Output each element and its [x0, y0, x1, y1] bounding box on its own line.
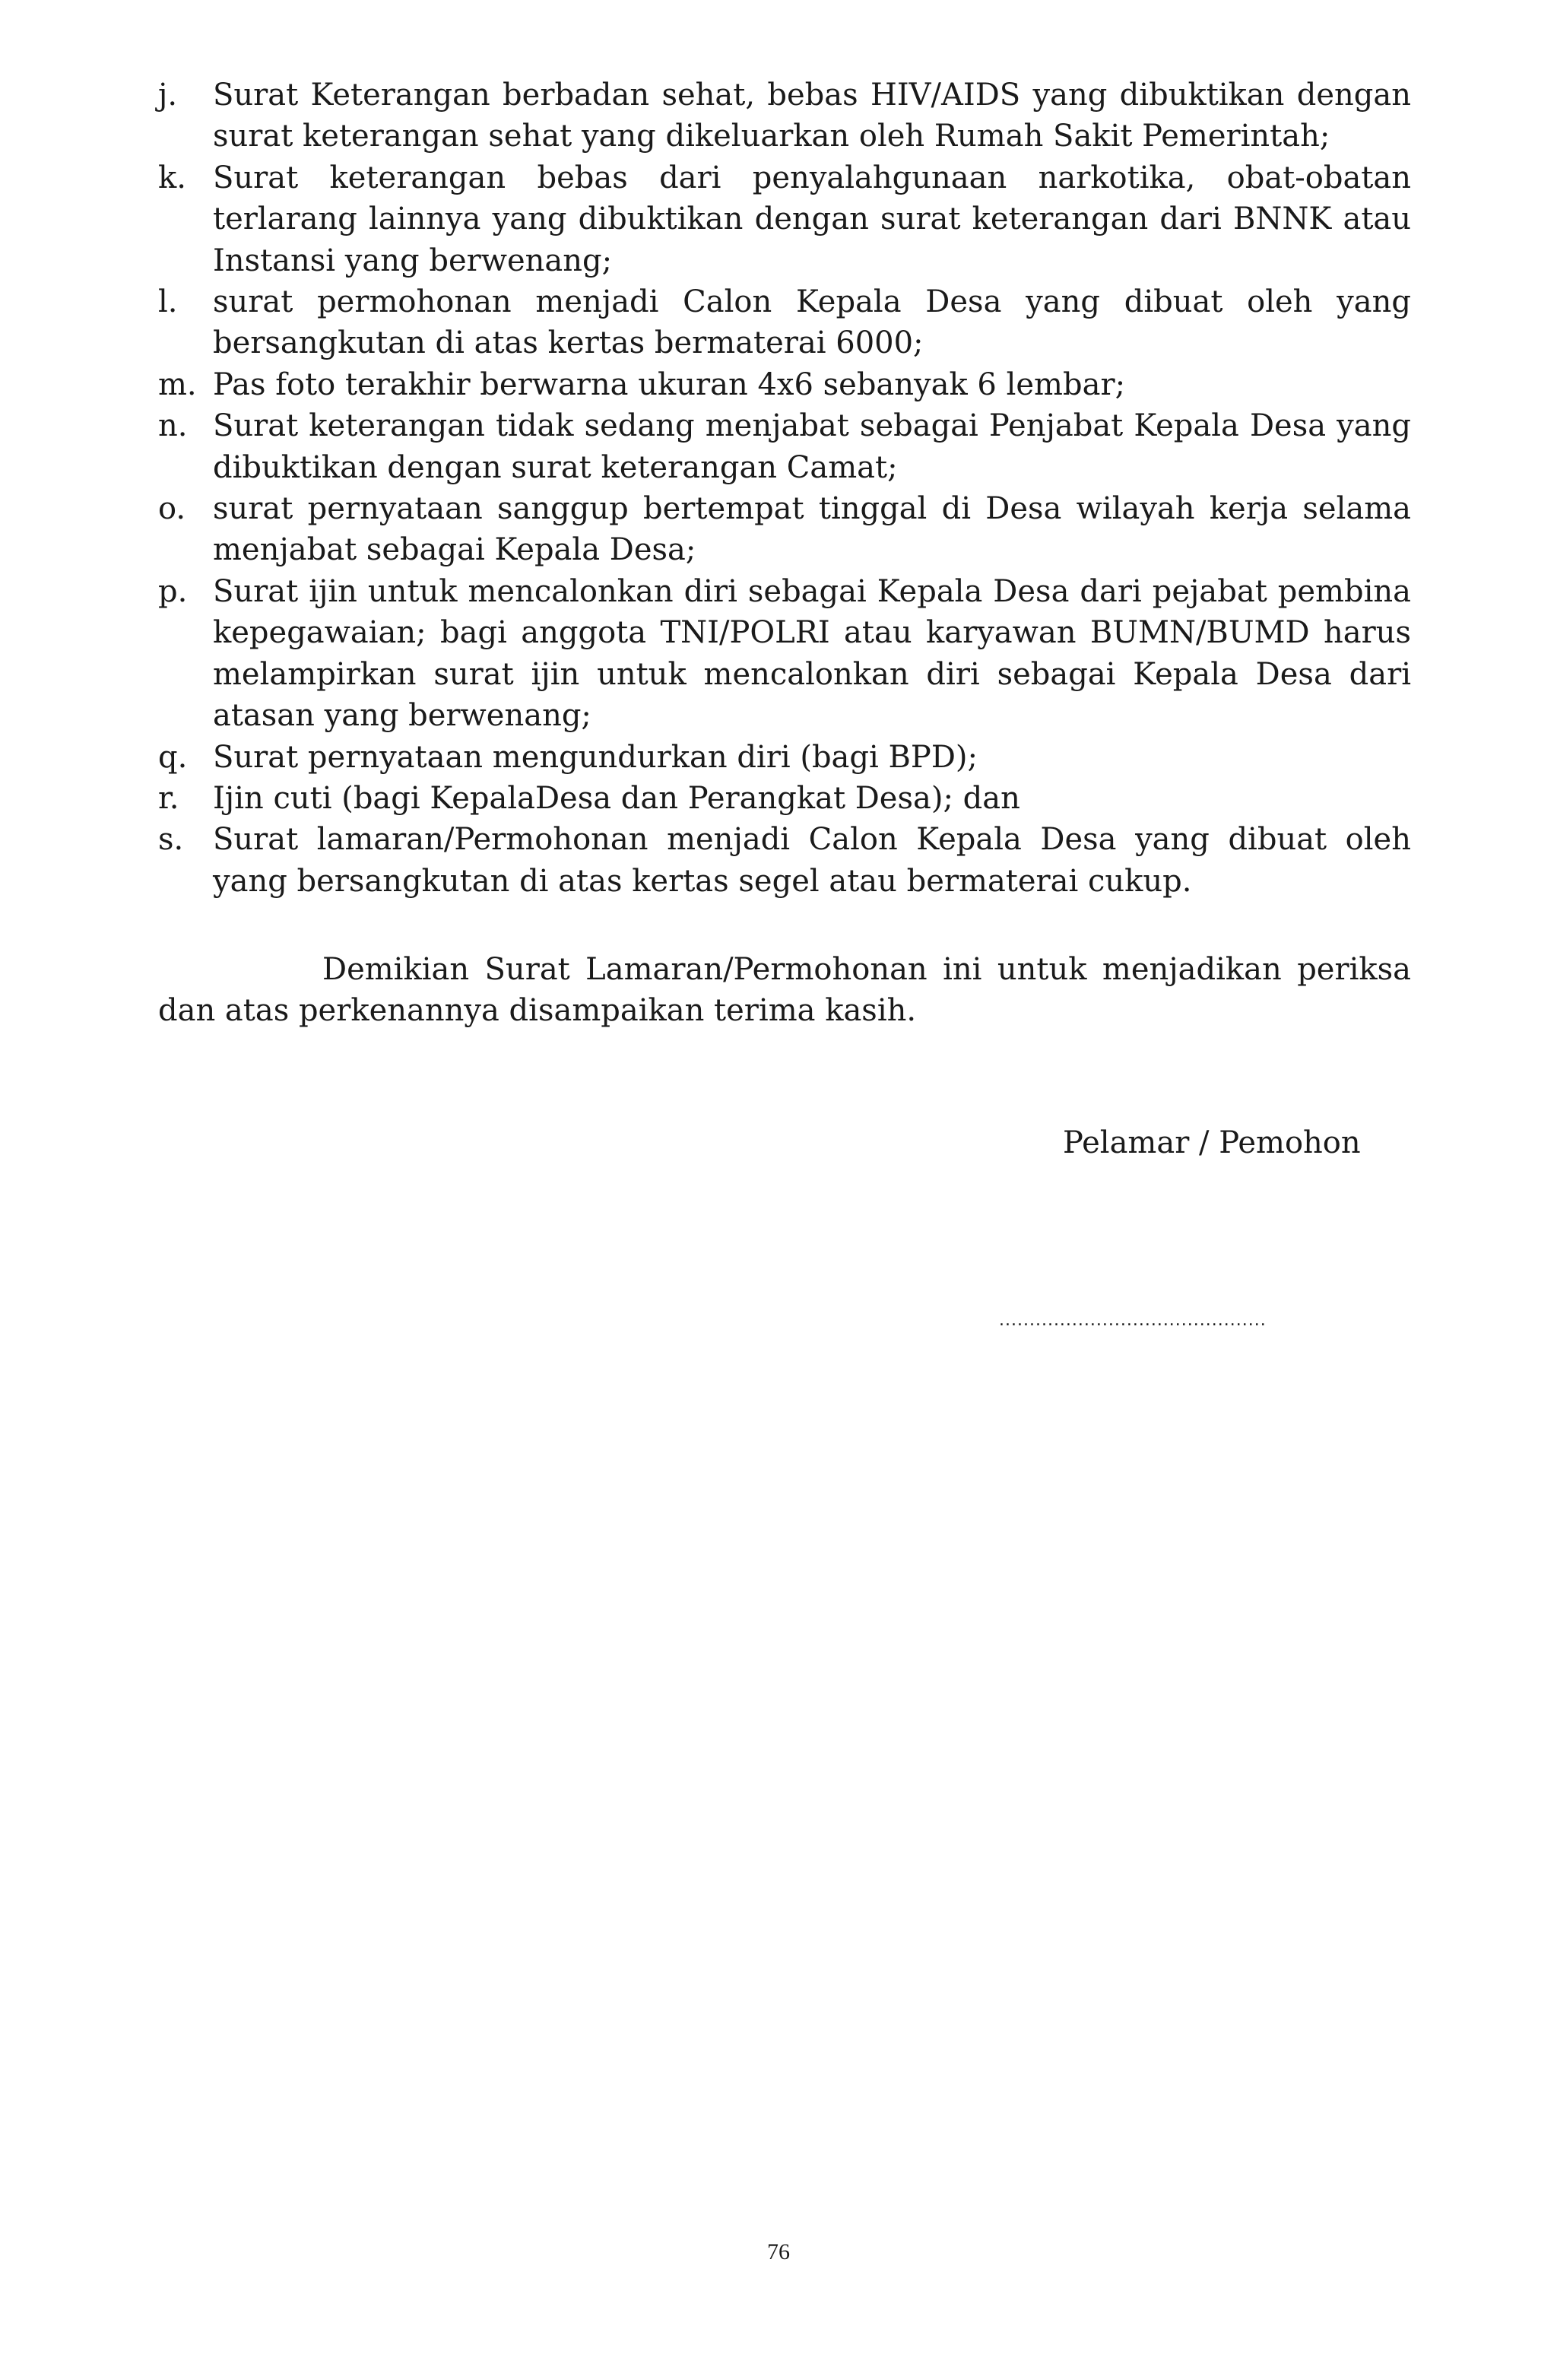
- list-item-text: Surat Keterangan berbadan sehat, bebas HIV/AIDS yang dibuktikan dengan surat keterangan sehat yang dikeluarkan oleh Rumah Sakit Pemerintah;: [213, 78, 1411, 154]
- list-marker: k.: [158, 160, 186, 195]
- list-item-text: Surat pernyataan mengundurkan diri (bagi BPD);: [213, 739, 978, 775]
- list-marker: l.: [158, 284, 178, 320]
- list-item: [158, 75, 1411, 157]
- list-item-text: surat permohonan menjadi Calon Kepala Desa yang dibuat oleh yang bersangkutan di atas kertas bermaterai 6000;: [213, 284, 1411, 361]
- signature-name-line: ............................................: [999, 1311, 1267, 1330]
- list-item-text: Surat keterangan tidak sedang menjabat sebagai Penjabat Kepala Desa yang dibuktikan dengan surat keterangan Camat;: [213, 408, 1411, 485]
- list-item-text: Ijin cuti (bagi KepalaDesa dan Perangkat Desa); dan: [213, 780, 1020, 816]
- list-marker: p.: [158, 573, 188, 609]
- list-item-text: Surat lamaran/Permohonan menjadi Calon Kepala Desa yang dibuat oleh yang bersangkutan di atas kertas segel atau bermaterai cukup.: [213, 822, 1411, 899]
- list-marker: q.: [158, 739, 188, 775]
- list-item: [158, 364, 1411, 405]
- requirements-list: [158, 75, 1411, 902]
- list-item: [158, 571, 1411, 737]
- list-item: [158, 737, 1411, 778]
- list-item-text: Surat ijin untuk mencalonkan diri sebagai Kepala Desa dari pejabat pembina kepegawaian; bagi anggota TNI/POLRI atau karyawan BUMN/BUMD harus melampirkan surat ijin untuk mencalonkan diri sebagai Kepala Desa dari atasan yang berwenang;: [213, 573, 1411, 734]
- list-item-text: surat pernyataan sanggup bertempat tinggal di Desa wilayah kerja selama menjabat sebagai Kepala Desa;: [213, 491, 1411, 568]
- list-item-text: Surat keterangan bebas dari penyalahgunaan narkotika, obat-obatan terlarang lainnya yang dibuktikan dengan surat keterangan dari BNNK atau Instansi yang berwenang;: [213, 160, 1411, 278]
- list-item: [158, 281, 1411, 364]
- signature-title: Pelamar / Pemohon: [1063, 1125, 1361, 1160]
- closing-paragraph: Demikian Surat Lamaran/Permohonan ini untuk menjadikan periksa dan atas perkenannya disampaikan terima kasih.: [158, 952, 1411, 1029]
- list-item: [158, 778, 1411, 819]
- list-marker: o.: [158, 491, 186, 527]
- page-number: 76: [767, 2239, 790, 2264]
- list-marker: m.: [158, 367, 197, 402]
- list-item: [158, 488, 1411, 571]
- list-marker: j.: [158, 78, 178, 113]
- list-marker: r.: [158, 780, 179, 816]
- list-item: [158, 405, 1411, 488]
- list-item: [158, 819, 1411, 902]
- list-item-text: Pas foto terakhir berwarna ukuran 4x6 sebanyak 6 lembar;: [213, 367, 1126, 402]
- list-marker: n.: [158, 408, 188, 444]
- list-item: [158, 157, 1411, 281]
- list-marker: s.: [158, 822, 184, 858]
